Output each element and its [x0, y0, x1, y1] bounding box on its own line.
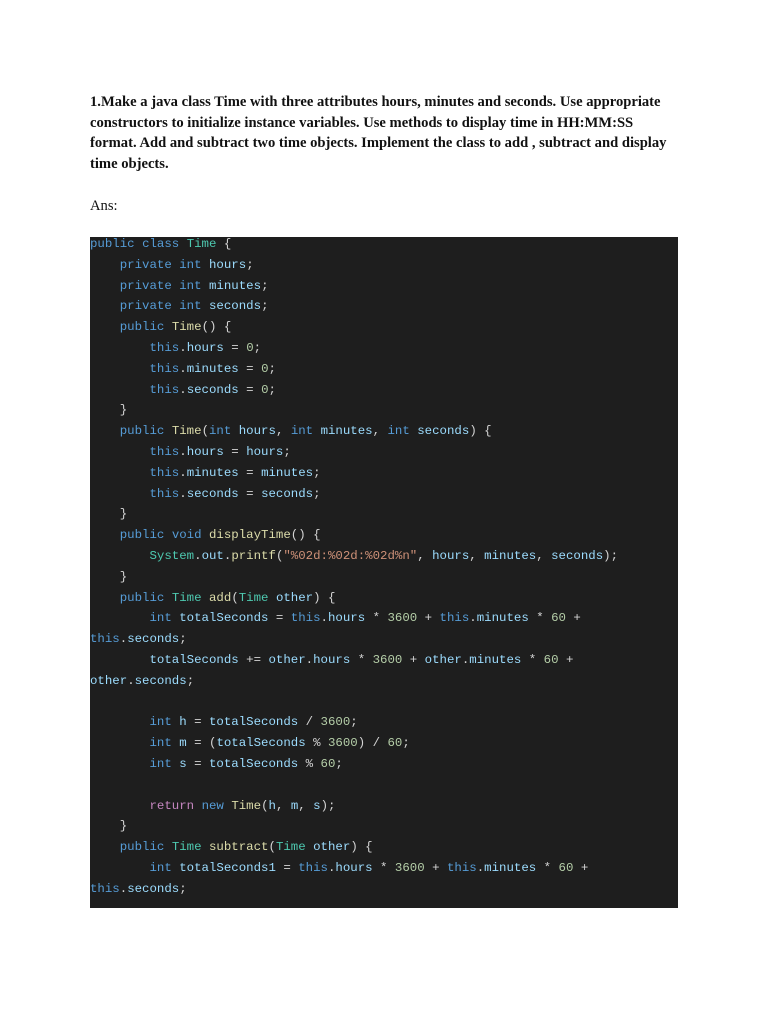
code-token: subtract: [209, 840, 269, 855]
code-token: 3600: [327, 736, 358, 751]
code-token: () {: [201, 320, 232, 335]
code-token: .: [476, 861, 485, 875]
code-token: class: [142, 237, 180, 251]
code-token: totalSeconds: [209, 715, 299, 730]
code-token: [164, 591, 171, 605]
code-token: other: [275, 590, 314, 605]
code-token: ;: [179, 632, 187, 647]
code-token: }: [90, 569, 128, 584]
code-token: [202, 840, 209, 854]
code-token: [90, 715, 150, 729]
code-token: *: [521, 653, 544, 667]
code-token: out: [201, 549, 224, 563]
code-token: +: [558, 653, 574, 667]
code-token: [90, 299, 120, 313]
code-token: ;: [261, 278, 269, 293]
code-token: *: [365, 611, 388, 626]
code-line: [90, 796, 335, 817]
code-token: .: [194, 549, 202, 563]
code-token: 3600: [387, 611, 418, 626]
code-token: [202, 279, 209, 293]
code-token: =: [238, 361, 262, 376]
code-token: minutes: [186, 361, 239, 376]
code-line: [90, 484, 321, 505]
code-line: [90, 421, 492, 442]
code-token: {: [216, 237, 232, 251]
code-token: public: [119, 528, 165, 543]
code-token: [202, 299, 209, 313]
code-token: this: [90, 881, 120, 896]
code-token: *: [528, 611, 552, 626]
code-line: [90, 442, 291, 463]
code-line: [90, 296, 269, 317]
code-line: [90, 546, 618, 567]
code-token: =: [186, 757, 209, 771]
code-token: void: [171, 528, 202, 543]
code-token: [231, 424, 238, 438]
code-token: this: [149, 361, 180, 376]
code-token: .: [179, 361, 187, 376]
code-token: int: [290, 424, 314, 439]
code-line: [90, 504, 127, 525]
code-token: minutes: [186, 465, 239, 480]
code-token: int: [179, 278, 202, 293]
code-token: int: [149, 757, 172, 771]
code-token: .: [179, 465, 187, 480]
code-token: int: [387, 424, 410, 439]
code-token: seconds: [209, 299, 262, 314]
code-token: [90, 528, 120, 542]
code-token: public: [119, 590, 165, 605]
code-token: ;: [268, 382, 276, 397]
code-token: 60: [320, 757, 336, 771]
code-token: hours: [246, 445, 284, 459]
code-token: [90, 424, 120, 438]
code-token: public: [90, 237, 135, 251]
code-token: Time: [231, 798, 262, 813]
code-token: ,: [372, 424, 388, 439]
code-token: "%02d:%02d:%02d%n": [283, 549, 418, 563]
code-token: [90, 736, 150, 750]
code-token: (: [201, 424, 209, 439]
code-token: 60: [558, 861, 574, 875]
code-token: other: [313, 840, 351, 855]
code-token: public: [119, 424, 165, 439]
code-token: .: [179, 341, 187, 355]
code-token: Time: [171, 424, 202, 439]
code-token: seconds: [551, 549, 604, 563]
code-token: ;: [313, 486, 321, 501]
code-token: ,: [298, 798, 314, 813]
code-token: [90, 466, 150, 480]
code-token: .: [320, 611, 328, 626]
code-token: 60: [387, 736, 403, 751]
code-token: =: [275, 861, 299, 875]
code-token: Time: [275, 840, 306, 855]
code-line: [90, 733, 410, 754]
code-token: this: [149, 486, 180, 501]
code-line: [90, 588, 335, 609]
code-token: +: [565, 611, 581, 626]
code-token: Time: [171, 320, 202, 335]
code-token: ;: [186, 673, 195, 688]
code-token: int: [149, 861, 172, 875]
code-token: ) {: [350, 840, 373, 855]
code-line: [90, 816, 127, 837]
code-token: .: [127, 673, 135, 688]
code-token: this: [149, 465, 180, 480]
code-token: public: [119, 840, 165, 855]
code-token: hours: [238, 424, 276, 439]
code-token: .: [119, 881, 128, 896]
code-token: 0: [261, 382, 269, 397]
code-token: ) {: [469, 424, 492, 439]
code-line: [90, 255, 254, 276]
code-token: [202, 258, 209, 272]
code-line: [90, 879, 187, 900]
code-token: hours: [327, 611, 366, 626]
code-token: [90, 549, 150, 563]
code-token: ) {: [313, 590, 336, 605]
code-token: h: [179, 715, 187, 730]
code-token: +: [417, 611, 440, 626]
code-token: int: [209, 424, 232, 439]
code-token: =: [223, 445, 247, 459]
code-token: ) /: [357, 736, 388, 751]
code-token: totalSeconds1: [179, 861, 276, 875]
code-token: totalSeconds: [216, 736, 306, 751]
code-token: [90, 653, 150, 667]
code-token: }: [90, 403, 128, 418]
code-token: this: [149, 382, 180, 397]
code-token: [90, 341, 150, 355]
code-token: minutes: [484, 861, 537, 875]
code-token: .: [179, 382, 187, 397]
code-token: totalSeconds: [179, 611, 269, 626]
code-token: ,: [469, 549, 485, 563]
code-token: private: [119, 299, 172, 314]
code-token: ,: [536, 549, 552, 563]
code-token: seconds: [186, 382, 239, 397]
code-token: ;: [335, 757, 343, 771]
code-token: [164, 528, 171, 542]
code-token: displayTime: [209, 528, 291, 543]
code-token: int: [149, 736, 172, 751]
code-token: this: [439, 611, 470, 626]
code-token: this: [149, 445, 180, 459]
code-token: totalSeconds: [209, 757, 299, 771]
code-token: printf: [231, 549, 276, 563]
code-token: = (: [186, 736, 217, 751]
code-token: 60: [551, 611, 566, 626]
code-token: this: [149, 341, 180, 355]
code-line: [90, 525, 321, 546]
code-token: [164, 840, 171, 854]
code-token: /: [298, 715, 321, 730]
code-token: .: [469, 611, 477, 626]
code-token: =: [238, 486, 262, 501]
code-token: int: [179, 257, 202, 272]
code-token: private: [119, 278, 172, 293]
code-token: +=: [238, 653, 269, 667]
code-token: [90, 258, 120, 272]
code-token: [202, 528, 209, 542]
code-token: *: [372, 861, 395, 875]
code-token: hours: [186, 445, 224, 459]
code-token: minutes: [209, 278, 262, 293]
code-token: minutes: [484, 549, 537, 563]
code-token: [313, 424, 320, 438]
code-token: [269, 591, 276, 605]
code-token: Time: [171, 840, 202, 855]
code-line: [90, 754, 343, 775]
code-token: =: [238, 382, 262, 397]
code-token: [90, 383, 150, 397]
code-token: ;: [402, 736, 410, 751]
code-token: [135, 237, 142, 251]
code-line: [90, 629, 187, 650]
code-token: hours: [335, 861, 373, 875]
code-token: =: [223, 341, 247, 355]
code-token: .: [119, 632, 128, 647]
code-token: 3600: [372, 653, 403, 667]
code-token: h: [268, 798, 276, 813]
code-token: ,: [417, 549, 433, 563]
code-token: seconds: [261, 486, 314, 501]
code-token: return: [149, 798, 195, 813]
code-token: minutes: [469, 653, 522, 667]
code-token: }: [90, 507, 128, 522]
code-token: int: [149, 715, 172, 730]
code-token: .: [305, 653, 314, 667]
code-token: [90, 611, 150, 625]
code-token: (: [268, 840, 276, 855]
code-token: .: [223, 549, 232, 563]
code-token: 3600: [394, 861, 425, 875]
code-token: [90, 362, 150, 376]
code-token: [179, 237, 186, 251]
code-token: [90, 320, 120, 334]
code-token: [90, 445, 150, 459]
code-token: seconds: [417, 424, 470, 439]
code-token: Time: [171, 590, 202, 605]
code-token: ,: [275, 424, 291, 439]
code-token: }: [90, 819, 128, 834]
code-token: 3600: [320, 715, 351, 730]
code-token: ;: [253, 341, 262, 355]
code-token: hours: [432, 549, 470, 563]
code-token: Time: [186, 237, 217, 251]
code-token: this: [90, 632, 120, 647]
code-token: [90, 487, 150, 501]
answer-label: Ans:: [90, 198, 118, 214]
code-token: this: [446, 861, 477, 875]
code-token: [90, 799, 150, 813]
code-token: [306, 840, 313, 854]
code-line: [90, 837, 373, 858]
code-line: [90, 712, 358, 733]
code-token: this: [290, 611, 321, 626]
code-token: );: [603, 549, 619, 563]
code-token: private: [119, 257, 172, 272]
code-token: ;: [313, 465, 321, 480]
code-token: =: [186, 715, 209, 730]
code-token: s: [313, 798, 321, 813]
code-token: seconds: [134, 673, 187, 688]
code-token: minutes: [320, 424, 373, 439]
code-token: .: [461, 653, 470, 667]
code-token: *: [536, 861, 559, 875]
code-token: [194, 799, 201, 813]
code-token: seconds: [186, 486, 239, 501]
code-line: [90, 567, 127, 588]
code-token: int: [149, 611, 172, 626]
code-line: [90, 338, 261, 359]
code-token: +: [573, 861, 589, 875]
code-token: public: [119, 320, 165, 335]
code-line: [90, 650, 573, 671]
code-token: );: [320, 798, 336, 813]
code-token: ;: [268, 361, 276, 376]
code-token: () {: [290, 528, 321, 543]
code-token: ,: [275, 798, 291, 813]
code-token: other: [268, 653, 306, 667]
code-token: seconds: [127, 881, 180, 896]
code-line: [90, 463, 321, 484]
code-token: [90, 861, 150, 875]
code-token: ;: [261, 299, 269, 314]
code-token: System: [149, 549, 195, 563]
code-line: [90, 317, 231, 338]
code-token: [90, 279, 120, 293]
code-token: .: [179, 445, 187, 459]
code-token: 60: [543, 653, 559, 667]
code-token: [90, 757, 150, 771]
code-token: [90, 840, 120, 854]
code-token: [90, 591, 120, 605]
code-token: ;: [283, 445, 291, 459]
code-token: [202, 591, 209, 605]
code-line: [90, 276, 269, 297]
code-token: m: [179, 736, 187, 751]
code-line: [90, 858, 588, 879]
code-line: [90, 380, 276, 401]
code-token: (: [231, 590, 239, 605]
code-token: hours: [186, 341, 224, 355]
code-token: (: [261, 798, 269, 813]
code-token: int: [179, 299, 202, 314]
code-token: minutes: [261, 465, 314, 480]
code-token: other: [424, 653, 462, 667]
code-token: =: [268, 611, 291, 626]
code-token: .: [327, 861, 336, 875]
code-token: %: [298, 757, 321, 771]
code-token: [164, 424, 171, 438]
code-token: *: [350, 653, 373, 667]
code-token: minutes: [476, 611, 529, 626]
code-token: other: [90, 673, 128, 688]
code-token: (: [275, 549, 284, 563]
code-token: add: [209, 590, 232, 605]
code-token: +: [424, 861, 447, 875]
code-line: [90, 359, 276, 380]
code-token: totalSeconds: [149, 653, 239, 667]
question-text: 1.Make a java class Time with three attributes hours, minutes and seconds. Use appropriate constructors to initialize instance variables. Use methods to display time in HH:MM:SS format. Add and subtract two time objects. Implement the class to add , subtract and display time objects.: [90, 94, 667, 173]
code-line: [90, 608, 581, 629]
code-token: s: [179, 757, 187, 771]
code-token: seconds: [127, 632, 180, 647]
code-line: [90, 237, 231, 255]
code-token: %: [305, 736, 328, 751]
code-token: hours: [209, 257, 247, 272]
code-token: m: [290, 798, 299, 813]
code-token: =: [238, 465, 262, 480]
code-token: 0: [246, 341, 254, 355]
code-token: .: [179, 486, 187, 501]
code-token: new: [201, 798, 224, 813]
code-token: [164, 320, 171, 334]
code-token: ;: [246, 257, 254, 272]
code-token: this: [298, 861, 328, 875]
code-block: [90, 237, 678, 908]
code-token: +: [402, 653, 425, 667]
code-line: [90, 671, 194, 692]
code-token: Time: [238, 590, 269, 605]
code-token: 0: [261, 361, 269, 376]
code-token: ;: [350, 715, 358, 730]
code-token: hours: [313, 653, 351, 667]
code-token: ;: [179, 881, 187, 896]
code-line: [90, 400, 127, 421]
